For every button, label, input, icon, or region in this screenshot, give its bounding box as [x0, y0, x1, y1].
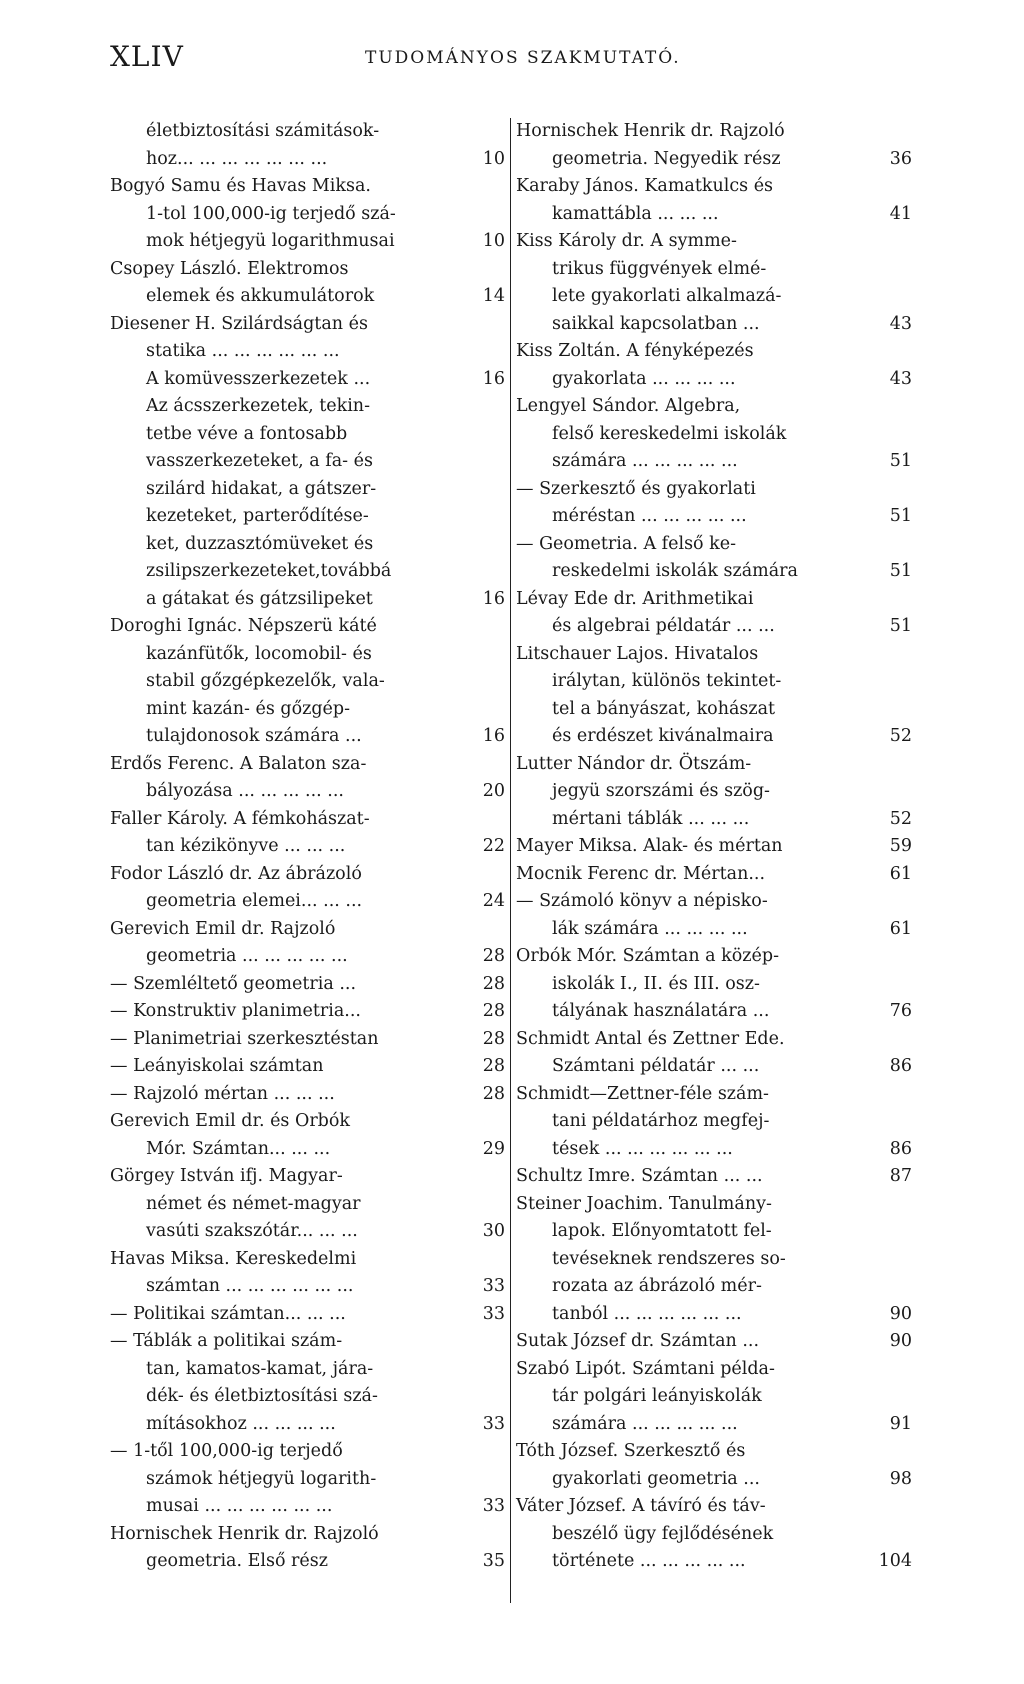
index-entry-line [110, 971, 505, 999]
index-entry-line [110, 311, 505, 339]
index-entry-text: szilárd hidakat, a gátszer- [146, 478, 377, 499]
index-entry-line [110, 1548, 505, 1576]
index-entry-text: története ... ... ... ... ... [552, 1551, 746, 1571]
index-entry-line [110, 366, 505, 394]
index-entry-page: 43 [889, 368, 912, 389]
index-entry-text: német és német-magyar [146, 1193, 361, 1214]
index-entry-page: 90 [889, 1303, 912, 1324]
page-header [110, 40, 950, 80]
index-entry-line [516, 476, 912, 504]
index-entry-page: 24 [482, 891, 505, 911]
index-entry-page: 28 [482, 1028, 505, 1049]
index-entry-line [516, 201, 912, 229]
index-entry-line [516, 1383, 912, 1411]
index-entry-text: a gátakat és gátzsilipeket [146, 588, 373, 609]
index-entry-line [110, 448, 505, 476]
index-entry-text: és erdészet kivánalmaira [552, 726, 774, 746]
index-entry-text: Sutak József dr. Számtan ... [516, 1331, 760, 1351]
index-entry-line [110, 1026, 505, 1054]
index-entry-line [110, 778, 505, 806]
index-entry-line [110, 1466, 505, 1494]
index-entry-text: tan, kamatos-kamat, jára- [146, 1358, 374, 1379]
index-entry-text: 1-tol 100,000-ig terjedő szá- [146, 203, 396, 224]
index-entry-text: mításokhoz ... ... ... ... [146, 1413, 336, 1434]
index-entry-text: Számtani példatár ... ... [552, 1056, 760, 1076]
index-entry-text: Tóth József. Szerkesztő és [516, 1441, 746, 1461]
index-entry-line [516, 613, 912, 641]
index-entry-text: kezeteket, parterődítése- [146, 506, 369, 526]
index-entry-page: 10 [482, 231, 505, 251]
index-entry-line [516, 1273, 912, 1301]
index-entry-page: 20 [482, 781, 505, 801]
index-entry-line [110, 668, 505, 696]
index-entry-text: méréstan ... ... ... ... ... [552, 506, 747, 526]
index-entry-text: Litschauer Lajos. Hivatalos [516, 643, 759, 664]
index-entry-line [516, 1163, 912, 1191]
index-entry-line [516, 1081, 912, 1109]
index-entry-line [516, 723, 912, 751]
index-entry-text: Kiss Károly dr. A symme- [516, 231, 737, 251]
index-entry-text: geometria. Negyedik rész [552, 148, 781, 169]
index-entry-line [516, 1246, 912, 1274]
index-entry-page: 28 [482, 1083, 505, 1104]
index-entry-line [516, 1411, 912, 1439]
index-entry-line [110, 201, 505, 229]
index-entry-text: A komüvesszerkezetek ... [146, 368, 371, 389]
index-entry-line [516, 778, 912, 806]
index-entry-page: 86 [889, 1056, 912, 1076]
index-entry-line [110, 1493, 505, 1521]
index-entry-text: irálytan, különös tekintet- [552, 671, 782, 691]
index-entry-line [516, 888, 912, 916]
index-entry-line [516, 833, 912, 861]
index-entry-line [110, 696, 505, 724]
index-entry-line [110, 393, 505, 421]
index-entry-line [110, 1108, 505, 1136]
index-entry-line [516, 998, 912, 1026]
index-entry-page: 14 [482, 286, 505, 306]
index-entry-page: 28 [482, 973, 505, 994]
index-entry-line [110, 1356, 505, 1384]
index-entry-text: életbiztosítási számitások- [146, 121, 380, 141]
index-entry-text: iskolák I., II. és III. osz- [552, 973, 760, 994]
index-entry-page: 90 [889, 1331, 912, 1351]
index-entry-line [516, 146, 912, 174]
index-entry-line [110, 998, 505, 1026]
index-entry-page: 33 [482, 1496, 505, 1516]
index-entry-text: statika ... ... ... ... ... ... [146, 341, 340, 361]
index-entry-line [110, 586, 505, 614]
index-entry-text: lapok. Előnyomtatott fel- [552, 1221, 772, 1241]
index-entry-line [516, 971, 912, 999]
index-entry-page: 52 [889, 726, 912, 746]
index-entry-text: trikus függvények elmé- [552, 258, 767, 279]
index-entry-text: dék- és életbiztosítási szá- [146, 1386, 378, 1406]
index-entry-text: Doroghi Ignác. Népszerü káté [110, 616, 377, 636]
index-entry-page: 28 [482, 946, 505, 966]
index-entry-line [110, 1383, 505, 1411]
index-entry-text: Havas Miksa. Kereskedelmi [110, 1248, 357, 1269]
index-entry-page: 91 [889, 1413, 912, 1434]
index-entry-text: Karaby János. Kamatkulcs és [516, 176, 774, 196]
index-entry-text: Hornischek Henrik dr. Rajzoló [110, 1523, 379, 1544]
index-entry-page: 10 [482, 148, 505, 169]
index-entry-page: 51 [889, 451, 912, 471]
index-entry-line [516, 943, 912, 971]
index-entry-line [516, 173, 912, 201]
index-entry-line [516, 256, 912, 284]
index-entry-text: Gerevich Emil dr. Rajzoló [110, 918, 336, 939]
index-entry-text: számára ... ... ... ... ... [552, 1413, 738, 1434]
index-entry-line [516, 1356, 912, 1384]
index-entry-text: Váter József. A távíró és táv- [516, 1496, 766, 1516]
index-entry-text: zsilipszerkezeteket,továbbá [146, 561, 392, 581]
index-entry-text: geometria ... ... ... ... ... [146, 946, 348, 966]
index-entry-page: 51 [889, 506, 912, 526]
index-entry-line [110, 806, 505, 834]
index-entry-line [110, 1136, 505, 1164]
index-entry-text: — Planimetriai szerkesztéstan [110, 1028, 379, 1049]
index-entry-text: Schmidt—Zettner-féle szám- [516, 1083, 769, 1104]
index-entry-text: Schultz Imre. Számtan ... ... [516, 1166, 763, 1186]
index-entry-text: tani példatárhoz megfej- [552, 1111, 770, 1131]
index-entry-line [516, 1301, 912, 1329]
index-entry-line [516, 1026, 912, 1054]
index-entry-text: tár polgári leányiskolák [552, 1386, 762, 1406]
index-entry-line [516, 641, 912, 669]
column-divider [510, 118, 511, 1603]
index-entry-page: 28 [482, 1001, 505, 1021]
index-entry-text: hoz... ... ... ... ... ... ... [146, 148, 328, 169]
index-entry-text: — Leányiskolai számtan [110, 1056, 324, 1076]
index-entry-text: Kiss Zoltán. A fényképezés [516, 341, 754, 361]
index-entry-text: Lutter Nándor dr. Ötszám- [516, 753, 752, 774]
index-entry-line [110, 751, 505, 779]
index-entry-line [110, 558, 505, 586]
running-head: TUDOMÁNYOS SZAKMUTATÓ. [365, 48, 681, 68]
index-entry-line [516, 1328, 912, 1356]
index-entry-line [516, 1521, 912, 1549]
index-entry-line [110, 888, 505, 916]
index-entry-page: 76 [889, 1001, 912, 1021]
index-entry-line [110, 1438, 505, 1466]
index-entry-line [516, 1108, 912, 1136]
index-entry-line [110, 256, 505, 284]
index-entry-text: számok hétjegyü logarith- [146, 1468, 377, 1489]
index-entry-text: lete gyakorlati alkalmazá- [552, 286, 782, 306]
index-entry-line [516, 1191, 912, 1219]
index-entry-line [110, 613, 505, 641]
index-entry-page: 61 [889, 863, 912, 884]
index-entry-line [110, 723, 505, 751]
index-entry-text: tulajdonosok számára ... [146, 726, 362, 746]
index-entry-text: Schmidt Antal és Zettner Ede. [516, 1028, 785, 1049]
index-entry-text: vasúti szakszótár... ... ... [146, 1221, 358, 1241]
index-entry-line [110, 1521, 505, 1549]
index-entry-text: — Politikai számtan... ... ... [110, 1303, 346, 1324]
index-entry-page: 35 [482, 1551, 505, 1571]
index-entry-text: gyakorlati geometria ... [552, 1468, 760, 1489]
index-entry-page: 16 [482, 726, 505, 746]
index-entry-line [110, 943, 505, 971]
index-entry-text: Mayer Miksa. Alak- és mértan [516, 836, 783, 856]
index-entry-line [516, 558, 912, 586]
index-entry-page: 61 [889, 918, 912, 939]
index-entry-text: Diesener H. Szilárdságtan és [110, 313, 368, 334]
index-entry-line [110, 118, 505, 146]
index-entry-page: 22 [482, 836, 505, 856]
index-entry-text: bályozása ... ... ... ... ... [146, 781, 344, 801]
index-entry-line [516, 1053, 912, 1081]
index-entry-line [110, 1163, 505, 1191]
index-entry-text: tályának használatára ... [552, 1001, 770, 1021]
index-entry-line [110, 1191, 505, 1219]
index-entry-line [110, 1218, 505, 1246]
index-entry-line [516, 1136, 912, 1164]
index-entry-line [516, 1438, 912, 1466]
index-entry-text: mértani táblák ... ... ... [552, 808, 750, 829]
index-entry-text: — Konstruktiv planimetria... [110, 1001, 361, 1021]
index-entry-text: rozata az ábrázoló mér- [552, 1276, 762, 1296]
index-entry-text: kamattábla ... ... ... [552, 203, 719, 224]
index-entry-text: Erdős Ferenc. A Balaton sza- [110, 753, 367, 774]
index-entry-page: 59 [889, 836, 912, 856]
index-entry-line [110, 1411, 505, 1439]
index-entry-line [110, 861, 505, 889]
index-entry-line [516, 118, 912, 146]
index-entry-text: és algebrai példatár ... ... [552, 616, 775, 636]
index-entry-page: 16 [482, 588, 505, 609]
index-entry-text: Az ácsszerkezetek, tekin- [146, 396, 370, 416]
index-entry-line [516, 1466, 912, 1494]
index-entry-line [516, 393, 912, 421]
index-entry-text: — Geometria. A felső ke- [516, 533, 737, 554]
index-entry-text: — Rajzoló mértan ... ... ... [110, 1083, 335, 1104]
index-entry-text: musai ... ... ... ... ... ... [146, 1496, 333, 1516]
index-entry-line [110, 1301, 505, 1329]
index-entry-line [110, 916, 505, 944]
index-entry-page: 36 [889, 148, 912, 169]
index-entry-text: tevéseknek rendszeres so- [552, 1248, 786, 1269]
index-entry-line [516, 751, 912, 779]
index-entry-text: Mocnik Ferenc dr. Mértan... [516, 863, 766, 884]
index-entry-text: kazánfütők, locomobil- és [146, 643, 372, 664]
index-entry-text: reskedelmi iskolák számára [552, 561, 798, 581]
left-index-column [110, 118, 505, 1576]
index-entry-text: vasszerkezeteket, a fa- és [146, 451, 373, 471]
index-entry-text: Gerevich Emil dr. és Orbók [110, 1111, 351, 1131]
index-entry-line [516, 668, 912, 696]
index-entry-text: — Szerkesztő és gyakorlati [516, 478, 756, 499]
index-entry-text: geometria. Első rész [146, 1551, 328, 1571]
index-entry-line [110, 421, 505, 449]
index-entry-text: Lengyel Sándor. Algebra, [516, 396, 741, 416]
index-entry-page: 33 [482, 1303, 505, 1324]
index-entry-line [110, 283, 505, 311]
index-entry-text: stabil gőzgépkezelők, vala- [146, 671, 385, 691]
index-entry-text: Bogyó Samu és Havas Miksa. [110, 176, 371, 196]
index-entry-line [516, 531, 912, 559]
index-entry-line [516, 228, 912, 256]
right-index-column [516, 118, 912, 1576]
index-entry-text: mint kazán- és gőzgép- [146, 698, 351, 719]
index-entry-text: felső kereskedelmi iskolák [552, 423, 787, 444]
index-entry-line [110, 1053, 505, 1081]
index-entry-text: ket, duzzasztómüveket és [146, 533, 374, 554]
index-entry-text: Szabó Lipót. Számtani példa- [516, 1358, 775, 1379]
index-entry-page: 43 [889, 313, 912, 334]
index-entry-line [516, 311, 912, 339]
index-entry-text: tanból ... ... ... ... ... ... [552, 1303, 742, 1324]
index-entry-page: 33 [482, 1276, 505, 1296]
index-entry-line [516, 861, 912, 889]
page-number: XLIV [110, 40, 184, 73]
index-entry-page: 98 [889, 1468, 912, 1489]
index-entry-text: — Szemléltető geometria ... [110, 973, 357, 994]
index-entry-page: 51 [889, 561, 912, 581]
index-entry-line [516, 806, 912, 834]
index-entry-line [516, 448, 912, 476]
index-entry-text: Hornischek Henrik dr. Rajzoló [516, 121, 785, 141]
index-entry-text: saikkal kapcsolatban ... [552, 313, 760, 334]
index-entry-page: 33 [482, 1413, 505, 1434]
index-entry-text: elemek és akkumulátorok [146, 286, 375, 306]
index-entry-text: Orbók Mór. Számtan a közép- [516, 946, 780, 966]
index-entry-page: 41 [889, 203, 912, 224]
index-entry-page: 52 [889, 808, 912, 829]
index-entry-page: 30 [482, 1221, 505, 1241]
index-entry-text: — Számoló könyv a népisko- [516, 891, 768, 911]
index-entry-line [516, 1548, 912, 1576]
index-entry-line [110, 1273, 505, 1301]
index-entry-line [516, 338, 912, 366]
index-entry-page: 28 [482, 1056, 505, 1076]
index-entry-text: tések ... ... ... ... ... ... [552, 1138, 733, 1159]
index-entry-text: Görgey István ifj. Magyar- [110, 1166, 343, 1186]
index-entry-text: Steiner Joachim. Tanulmány- [516, 1193, 772, 1214]
index-entry-text: Fodor László dr. Az ábrázoló [110, 863, 362, 884]
index-entry-text: tel a bányászat, kohászat [552, 698, 776, 719]
index-entry-line [110, 476, 505, 504]
index-entry-line [110, 1081, 505, 1109]
index-entry-line [110, 146, 505, 174]
index-entry-text: — 1-től 100,000-ig terjedő [110, 1441, 343, 1461]
index-entry-page: 87 [889, 1166, 912, 1186]
index-entry-line [516, 283, 912, 311]
index-entry-line [110, 1328, 505, 1356]
index-entry-text: — Táblák a politikai szám- [110, 1331, 343, 1351]
index-entry-text: Csopey László. Elektromos [110, 258, 349, 279]
index-entry-text: beszélő ügy fejlődésének [552, 1523, 774, 1544]
index-entry-line [516, 366, 912, 394]
index-entry-line [516, 421, 912, 449]
index-entry-text: lák számára ... ... ... ... [552, 918, 748, 939]
index-entry-text: Faller Károly. A fémkohászat- [110, 808, 370, 829]
index-entry-line [110, 173, 505, 201]
index-entry-line [516, 916, 912, 944]
index-entry-text: mok hétjegyü logarithmusai [146, 231, 395, 251]
index-entry-text: számtan ... ... ... ... ... ... [146, 1276, 354, 1296]
index-entry-line [516, 503, 912, 531]
index-entry-text: számára ... ... ... ... ... [552, 451, 738, 471]
index-entry-page: 51 [889, 616, 912, 636]
index-entry-line [516, 586, 912, 614]
index-entry-page: 29 [482, 1138, 505, 1159]
index-entry-page: 86 [889, 1138, 912, 1159]
index-entry-line [110, 531, 505, 559]
index-entry-line [110, 338, 505, 366]
index-entry-line [110, 641, 505, 669]
index-entry-line [110, 1246, 505, 1274]
index-entry-line [110, 503, 505, 531]
index-entry-text: tetbe véve a fontosabb [146, 423, 348, 444]
index-entry-line [110, 833, 505, 861]
index-entry-line [516, 696, 912, 724]
index-entry-text: Mór. Számtan... ... ... [146, 1138, 331, 1159]
index-entry-page: 104 [878, 1551, 912, 1571]
index-entry-text: geometria elemei... ... ... [146, 891, 363, 911]
index-entry-text: Lévay Ede dr. Arithmetikai [516, 588, 754, 609]
index-entry-line [516, 1218, 912, 1246]
index-entry-text: tan kézikönyve ... ... ... [146, 836, 346, 856]
index-entry-line [516, 1493, 912, 1521]
index-entry-text: gyakorlata ... ... ... ... [552, 368, 736, 389]
index-entry-line [110, 228, 505, 256]
index-entry-page: 16 [482, 368, 505, 389]
index-entry-text: jegyü szorszámi és szög- [552, 781, 770, 801]
